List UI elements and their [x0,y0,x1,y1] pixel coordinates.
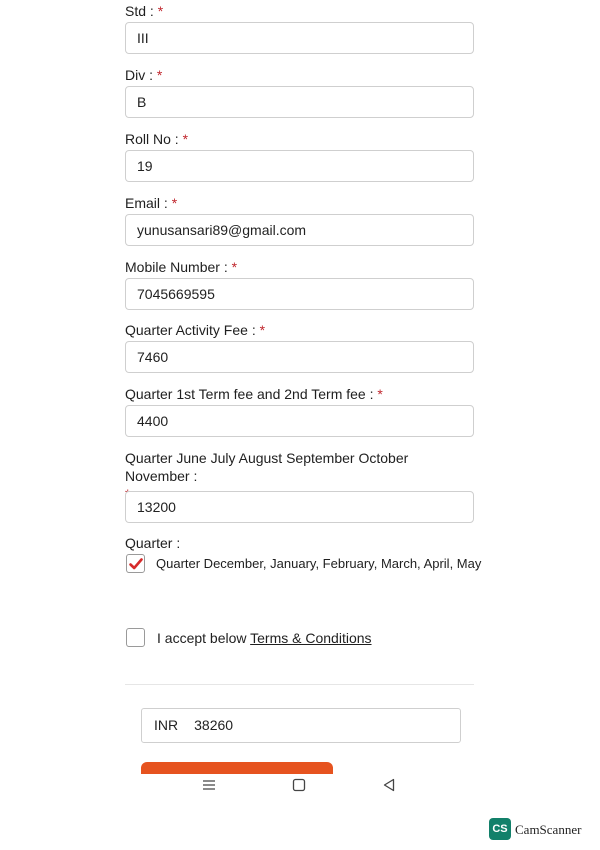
terms-text: I accept below Terms & Conditions [157,630,372,646]
pay-button[interactable] [141,762,333,774]
roll-label: Roll No : * [125,131,189,147]
activity-fee-label: Quarter Activity Fee : * [125,322,266,338]
activity-fee-input[interactable]: 7460 [125,341,474,373]
quarter-jun-nov-label: Quarter June July August September October November : [125,450,409,484]
std-label: Std : * [125,3,164,19]
home-icon[interactable] [292,778,306,792]
checkmark-icon [128,556,144,572]
terms-checkbox[interactable] [126,628,145,647]
back-icon[interactable] [382,778,396,792]
system-nav-bar [0,778,600,800]
roll-input[interactable]: 19 [125,150,474,182]
term-fee-label: Quarter 1st Term fee and 2nd Term fee : * [125,386,383,402]
currency-label: INR [154,717,179,733]
mobile-label: Mobile Number : * [125,259,238,275]
terms-link[interactable]: Terms & Conditions [250,630,372,646]
email-input[interactable]: yunusansari89@gmail.com [125,214,474,246]
divider [125,684,474,685]
div-input[interactable]: B [125,86,474,118]
menu-icon[interactable] [202,778,216,792]
quarter-option-label: Quarter December, January, February, March, April, May [156,556,482,571]
amount-value: 38260 [194,717,234,733]
std-input[interactable]: III [125,22,474,54]
quarter-jun-nov-input[interactable]: 13200 [125,491,474,523]
mobile-input[interactable]: 7045669595 [125,278,474,310]
email-label: Email : * [125,195,178,211]
camscanner-text: CamScanner [515,822,582,837]
term-fee-input[interactable]: 4400 [125,405,474,437]
quarter-checkbox[interactable] [126,554,145,573]
div-label: Div : * [125,67,163,83]
camscanner-logo: CS [489,818,511,840]
quarter-label: Quarter : [125,535,181,551]
amount-display [141,708,461,743]
